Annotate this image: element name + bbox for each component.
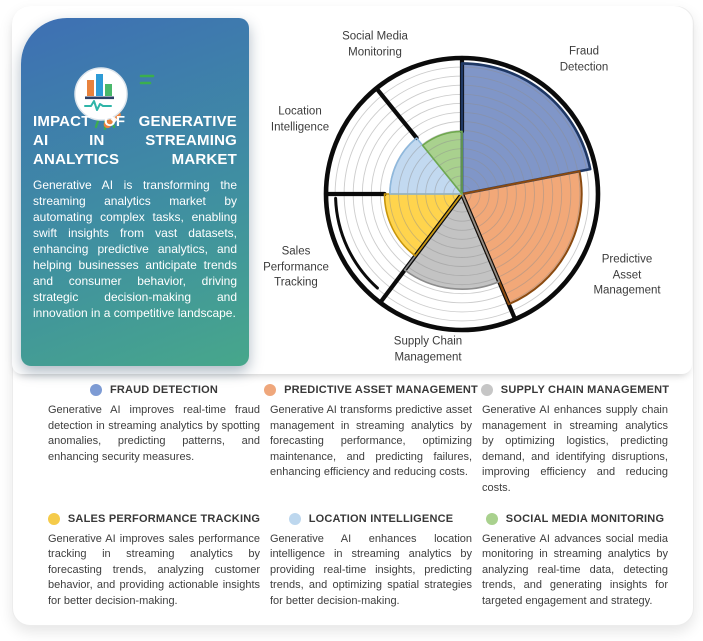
legend-header — [482, 513, 668, 525]
legend-text: Generative AI transforms predictive asset management in streaming analytics by forecasting performance, optimizing maintenance, and predicting failures, enhancing efficiency and reducing costs. — [270, 404, 472, 479]
rose-chart — [272, 10, 672, 378]
legend-item — [48, 513, 260, 610]
legend-header — [48, 513, 260, 525]
chart-axis-label-scm: Supply Chain Management — [393, 335, 463, 363]
chart-axis-label-li: Location Intelligence — [270, 105, 330, 133]
legend-text: Generative AI enhances location intelligence in streaming analytics by providing real-time insights, predicting trends, and optimizing spatial strategies for better decision-making. — [270, 532, 472, 608]
legend-header — [270, 513, 472, 525]
legend-color-dot — [486, 513, 498, 525]
legend-item — [48, 384, 260, 497]
legend-color-dot — [289, 513, 301, 525]
legend-header — [270, 384, 478, 396]
legend-text: Generative AI advances social media monitoring in streaming analytics by analyzing real-time data, detecting trends, and generating insights for targeted engagement and strategy. — [482, 532, 668, 608]
legend-title: LOCATION INTELLIGENCE — [308, 512, 454, 525]
legend-text: Generative AI improves real-time fraud detection in streaming analytics by spotting anomalies, predicting patterns, and enhancing security measures. — [48, 404, 260, 463]
legend-text: Generative AI enhances supply chain management in streaming analytics by optimizing logistics, predicting demand, and identifying disruptions, improving efficiency and reducing costs. — [482, 404, 668, 495]
legend-header — [48, 384, 260, 396]
legend-item — [482, 513, 668, 610]
legend-title: PREDICTIVE ASSET MANAGEMENT — [284, 384, 478, 396]
legend-header — [482, 384, 668, 396]
legend-title: SOCIAL MEDIA MONITORING — [505, 512, 665, 525]
legend-color-dot — [481, 384, 493, 396]
legend-title: SALES PERFORMANCE TRACKING — [67, 512, 261, 525]
chart-axis-label-pam: Predictive Asset Management — [593, 253, 661, 297]
page-description: Generative AI is transforming the streaming analytics market by automating complex tasks, enabling swift insights from vast datasets, enhancing predictive analytics, and helping businesses anticipate trends and consumer behavior, driving strategic decision-making and innovation in a competitive landscape. — [33, 178, 237, 320]
legend-item — [482, 384, 668, 497]
legend-text: Generative AI improves sales performance tracking in streaming analytics by forecasting trends, analyzing customer behavior, and providing actionable insights for better decision-making. — [48, 532, 260, 608]
legend-color-dot — [48, 513, 60, 525]
info-card — [21, 18, 249, 366]
page-title: IMPACT OF GENERATIVE AI IN STREAMING ANALYTICS MARKET — [33, 113, 237, 169]
chart-axis-label-spt: Sales Performance Tracking — [263, 245, 329, 289]
sketch-arc — [336, 198, 378, 288]
legend-item — [270, 513, 472, 610]
chart-axis-label-smm: Social Media Monitoring — [342, 30, 408, 58]
legend — [48, 384, 668, 610]
legend-title: SUPPLY CHAIN MANAGEMENT — [500, 384, 670, 396]
legend-color-dot — [264, 384, 276, 396]
legend-item — [270, 384, 478, 497]
legend-color-dot — [90, 384, 102, 396]
legend-title: FRAUD DETECTION — [109, 384, 219, 396]
chart-axis-label-fraud: Fraud Detection — [559, 45, 609, 73]
